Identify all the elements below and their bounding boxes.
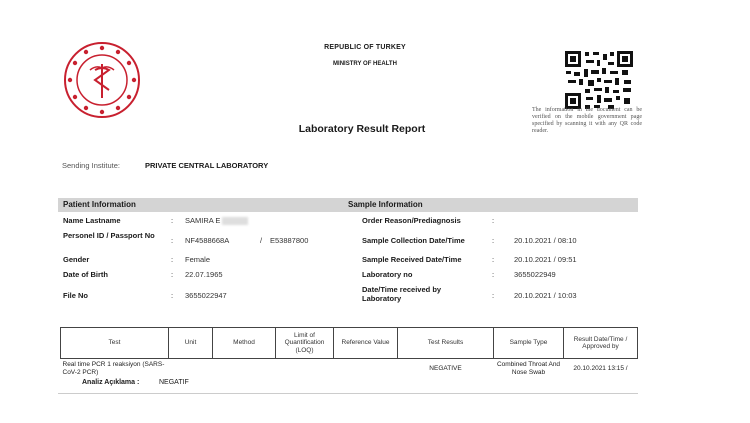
patient-information-heading: Patient Information	[63, 200, 136, 209]
divider	[58, 393, 638, 394]
qr-code-icon	[564, 50, 634, 110]
colon: :	[492, 291, 495, 300]
colon: :	[492, 255, 495, 264]
cell-test: Real time PCR 1 reaksiyon (SARS-CoV-2 PCR)	[62, 361, 165, 376]
results-table	[60, 327, 638, 378]
colon: :	[171, 255, 174, 264]
patient-value-dob: 22.07.1965	[185, 270, 223, 279]
column-header-results: Test Results	[398, 328, 494, 359]
sample-label-lab-no: Laboratory no	[362, 270, 413, 279]
colon: :	[492, 236, 495, 245]
qr-verification-note: The information in the document can be verified on the mobile government page specified by scanning it with any QR code reader.	[532, 107, 642, 134]
slash-separator: /	[260, 236, 263, 245]
patient-label-id: Personel ID / Passport No	[63, 231, 155, 240]
sample-value-lab-no: 3655022949	[514, 270, 556, 279]
cell-result: NEGATIVE	[429, 365, 462, 372]
sample-label-order-reason: Order Reason/Prediagnosis	[362, 216, 461, 225]
patient-label-gender: Gender	[63, 255, 90, 264]
colon: :	[492, 216, 495, 225]
ministry-of-health-logo-icon	[62, 40, 142, 120]
redaction-blur	[222, 217, 248, 225]
colon: :	[171, 291, 174, 300]
patient-name-text: SAMIRA E	[185, 216, 221, 225]
sample-value-lab-received: 20.10.2021 / 10:03	[514, 291, 577, 300]
colon: :	[171, 216, 174, 225]
column-header-reference: Reference Value	[334, 328, 398, 359]
column-header-method: Method	[213, 328, 276, 359]
cell-result-date: 20.10.2021 13:15 /	[573, 365, 628, 372]
analysis-label: Analiz Açıklama :	[82, 379, 140, 386]
cell-sample-type: Combined Throat And Nose Swab	[496, 361, 561, 376]
sample-value-received: 20.10.2021 / 09:51	[514, 255, 577, 264]
ministry-title: MINISTRY OF HEALTH	[333, 61, 397, 67]
sample-label-received: Sample Received Date/Time	[362, 255, 462, 264]
country-title: REPUBLIC OF TURKEY	[324, 44, 406, 51]
colon: :	[492, 270, 495, 279]
cell-method	[213, 359, 276, 379]
analysis-value: NEGATIF	[159, 379, 189, 386]
column-header-sample-type: Sample Type	[494, 328, 564, 359]
patient-value-file-no: 3655022947	[185, 291, 227, 300]
colon: :	[171, 270, 174, 279]
patient-value-gender: Female	[185, 255, 211, 264]
sample-label-collection: Sample Collection Date/Time	[362, 236, 465, 245]
column-header-unit: Unit	[169, 328, 213, 359]
sample-information-heading: Sample Information	[348, 200, 423, 209]
patient-label-dob: Date of Birth	[63, 270, 108, 279]
results-header-row	[61, 328, 638, 359]
patient-value-id: NF4588668A	[185, 236, 230, 245]
sample-label-lab-received: Date/Time received by Laboratory	[362, 285, 442, 303]
column-header-result-date: Result Date/Time / Approved by	[564, 328, 638, 359]
column-header-loq: Limit of Quantification (LOQ)	[276, 328, 334, 359]
patient-label-name: Name Lastname	[63, 216, 121, 225]
cell-unit	[169, 359, 213, 379]
column-header-test: Test	[61, 328, 169, 359]
sending-institute-value: PRIVATE CENTRAL LABORATORY	[145, 161, 269, 170]
cell-reference	[334, 359, 398, 379]
cell-loq	[276, 359, 334, 379]
patient-value-passport: E53887800	[270, 236, 309, 245]
colon: :	[171, 236, 174, 245]
report-title: Laboratory Result Report	[298, 123, 426, 135]
sample-value-collection: 20.10.2021 / 08:10	[514, 236, 577, 245]
patient-value-name	[185, 216, 248, 225]
table-row	[61, 359, 638, 379]
sending-institute-label: Sending Institute:	[62, 161, 120, 170]
patient-label-file-no: File No	[63, 291, 89, 300]
